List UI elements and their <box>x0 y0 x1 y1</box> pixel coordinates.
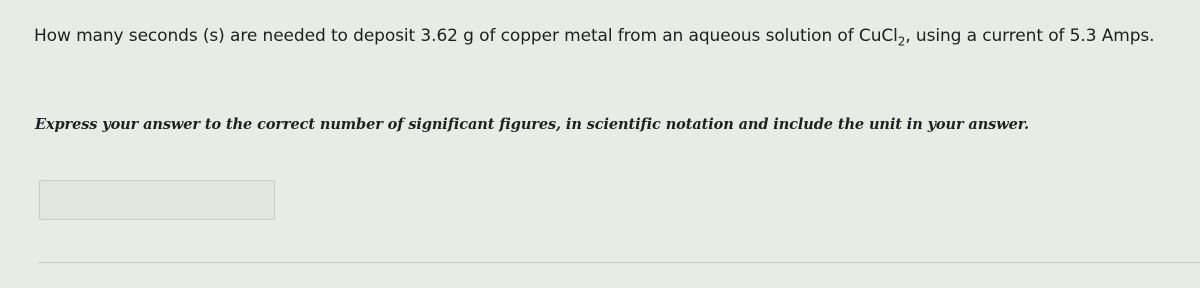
answer-input[interactable] <box>39 180 275 220</box>
question-text-main: How many seconds (s) are needed to deposit 3.62 g of copper metal from an aqueous solution of CuCl <box>34 26 898 46</box>
question-text-end: , using a current of 5.3 Amps. <box>905 26 1155 46</box>
question-text <box>34 24 1174 48</box>
divider <box>38 262 1200 263</box>
question-subscript: 2 <box>897 34 906 49</box>
answer-instructions: Express your answer to the correct number of significant figures, in scientific notation and include the unit in your answer. <box>35 116 1029 133</box>
